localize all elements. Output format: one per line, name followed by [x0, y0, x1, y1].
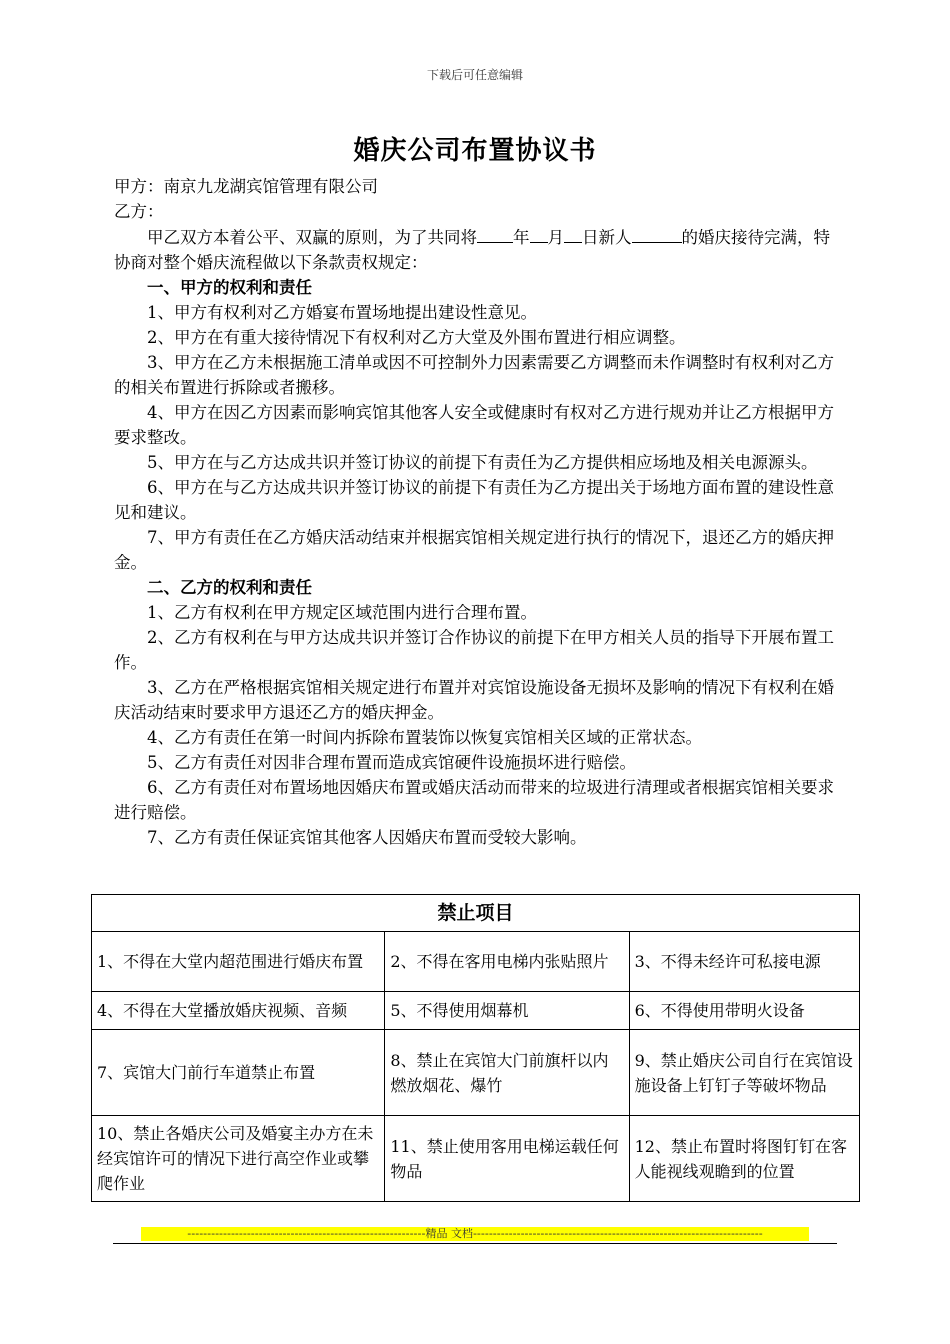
table-row — [92, 1030, 860, 1116]
section2-item: 2、乙方有权利在与甲方达成共识并签订合作协议的前提下在甲方相关人员的指导下开展布置工作。 — [114, 628, 834, 672]
table-cell: 9、禁止婚庆公司自行在宾馆设施设备上钉钉子等破坏物品 — [629, 1030, 859, 1116]
blank-year — [477, 224, 513, 243]
table-cell: 6、不得使用带明火设备 — [629, 992, 859, 1030]
table-cell: 12、禁止布置时将图钉钉在客人能视线观瞻到的位置 — [629, 1116, 859, 1202]
section1-item: 7、甲方有责任在乙方婚庆活动结束并根据宾馆相关规定进行执行的情况下，退还乙方的婚庆押金。 — [114, 528, 834, 572]
section2-item: 5、乙方有责任对因非合理布置而造成宾馆硬件设施损坏进行赔偿。 — [147, 753, 636, 772]
intro-part1: 甲乙双方本着公平、双赢的原则，为了共同将 — [147, 228, 477, 247]
table-row — [92, 932, 860, 992]
table-heading: 禁止项目 — [92, 895, 860, 932]
intro-part2: 年 — [513, 228, 530, 247]
prohibited-items-table — [91, 894, 860, 1202]
table-cell: 4、不得在大堂播放婚庆视频、音频 — [92, 992, 385, 1030]
blank-month — [530, 224, 548, 243]
table-cell: 11、禁止使用客用电梯运载任何物品 — [385, 1116, 629, 1202]
table-cell: 8、禁止在宾馆大门前旗杆以内燃放烟花、爆竹 — [385, 1030, 629, 1116]
section2-item: 3、乙方在严格根据宾馆相关规定进行布置并对宾馆设施设备无损坏及影响的情况下有权利在婚庆活动结束时要求甲方退还乙方的婚庆押金。 — [114, 678, 834, 722]
table-cell: 5、不得使用烟幕机 — [385, 992, 629, 1030]
footer-banner: ------------------------------------------------------------精品 文档------------------------------------------------------------------------- — [141, 1227, 809, 1241]
party-a: 甲方：南京九龙湖宾馆管理有限公司 — [114, 177, 378, 196]
section1-item: 1、甲方有权利对乙方婚宴布置场地提出建设性意见。 — [147, 303, 537, 322]
section2-item: 7、乙方有责任保证宾馆其他客人因婚庆布置而受较大影响。 — [147, 828, 587, 847]
table-cell: 3、不得未经许可私接电源 — [629, 932, 859, 992]
intro-part4: 日新人 — [582, 228, 632, 247]
section1-item: 2、甲方在有重大接待情况下有权利对乙方大堂及外围布置进行相应调整。 — [147, 328, 686, 347]
intro-part3: 月 — [547, 228, 564, 247]
table-cell: 7、宾馆大门前行车道禁止布置 — [92, 1030, 385, 1116]
blank-day — [564, 224, 582, 243]
table-cell: 2、不得在客用电梯内张贴照片 — [385, 932, 629, 992]
header-note: 下载后可任意编辑 — [426, 68, 523, 82]
document-title: 婚庆公司布置协议书 — [353, 136, 597, 166]
section1-heading: 一、甲方的权利和责任 — [147, 278, 312, 297]
intro-paragraph — [114, 224, 836, 275]
section2-item: 1、乙方有权利在甲方规定区域范围内进行合理布置。 — [147, 603, 537, 622]
table-header-row — [92, 895, 860, 932]
table-cell: 1、不得在大堂内超范围进行婚庆布置 — [92, 932, 385, 992]
section1-item: 6、甲方在与乙方达成共识并签订协议的前提下有责任为乙方提出关于场地方面布置的建设性意见和建议。 — [114, 478, 834, 522]
agreement-body — [114, 174, 836, 850]
section1-item: 4、甲方在因乙方因素而影响宾馆其他客人安全或健康时有权对乙方进行规劝并让乙方根据甲方要求整改。 — [114, 403, 834, 447]
section2-item: 6、乙方有责任对布置场地因婚庆布置或婚庆活动而带来的垃圾进行清理或者根据宾馆相关要求进行赔偿。 — [114, 778, 834, 822]
footer-divider — [113, 1243, 837, 1244]
intro-part5: 的婚庆接待完满，特协商对整个婚庆流程做以下条款责权规定： — [114, 228, 830, 272]
section2-heading: 二、乙方的权利和责任 — [147, 578, 312, 597]
table-cell: 10、禁止各婚庆公司及婚宴主办方在未经宾馆许可的情况下进行高空作业或攀爬作业 — [92, 1116, 385, 1202]
section1-item: 3、甲方在乙方未根据施工清单或因不可控制外力因素需要乙方调整而未作调整时有权利对乙方的相关布置进行拆除或者搬移。 — [114, 353, 834, 397]
table-row — [92, 992, 860, 1030]
section1-item: 5、甲方在与乙方达成共识并签订协议的前提下有责任为乙方提供相应场地及相关电源源头。 — [147, 453, 818, 472]
blank-newlyweds — [632, 224, 682, 243]
table-row — [92, 1116, 860, 1202]
section2-item: 4、乙方有责任在第一时间内拆除布置装饰以恢复宾馆相关区域的正常状态。 — [147, 728, 702, 747]
party-b: 乙方： — [114, 202, 164, 221]
